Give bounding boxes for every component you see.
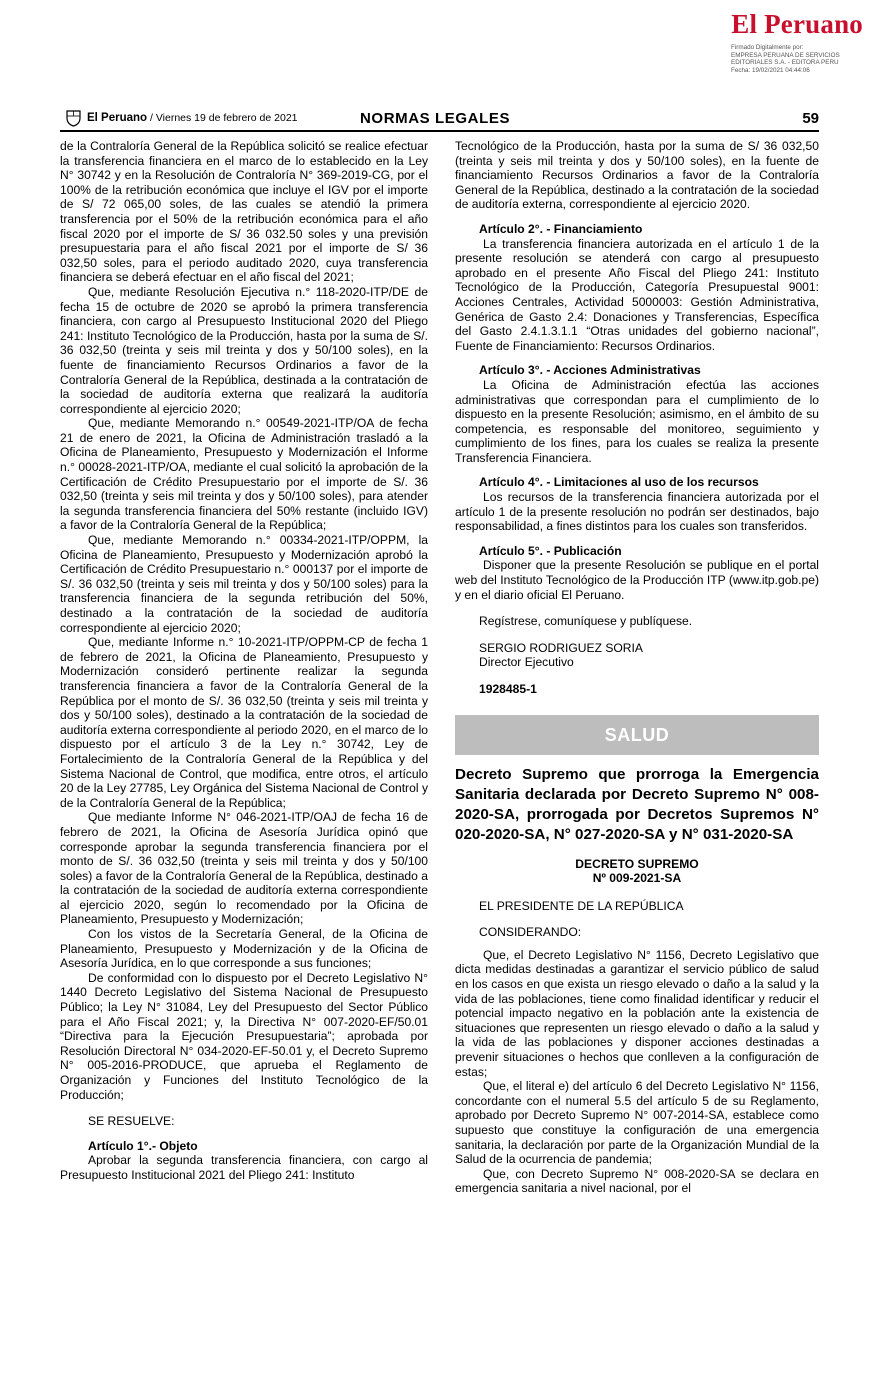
paragraph: Que, mediante Memorando n.° 00334-2021-ITP/OPPM, la Oficina de Planeamiento, Presupuesto y Modernización aprobó la Certificación de Crédito Presupuestario n.° 000137 por el importe de S/. 36 032,50 (treinta y seis mil treinta y dos y 50/100 soles) para la transferencia financiera de la segunda retribución del 50%, destinado a la contratación de la sociedad de auditoría correspondiente al ejercicio 2020; — [60, 533, 428, 635]
considerando: CONSIDERANDO: — [479, 925, 582, 940]
article-1-title: Artículo 1°.- Objeto — [88, 1138, 198, 1153]
signer-name: SERGIO RODRIGUEZ SORIA — [479, 640, 643, 655]
paragraph: Tecnológico de la Producción, hasta por la suma de S/ 36 032,50 (treinta y seis mil treinta y dos y 50/100 soles), en la fuente de financiamiento Recursos Ordinarios a favor de la Contraloría General de la República, destinado a la contratación de la sociedad de auditoría externa, correspondiente al ejercicio 2020. — [455, 139, 819, 212]
article-3-text: La Oficina de Administración efectúa las acciones administrativas que correspondan para el cumplimiento de lo dispuesto en la presente Resolución; asimismo, en el ámbito de su competencia, es responsable del monitoreo, seguimiento y cumplimiento de los fines, para los cuales se realiza la presente Transferencia Financiera. — [455, 377, 819, 465]
decree-number: Nº 009-2021-SA — [592, 870, 682, 885]
closing-formula: Regístrese, comuníquese y publíquese. — [479, 614, 693, 629]
article-4-title: Artículo 4°. - Limitaciones al uso de los recursos — [479, 475, 759, 490]
masthead — [663, 10, 863, 38]
coat-of-arms-icon — [66, 109, 81, 127]
left-column — [60, 139, 428, 1183]
decree-heading-line: DECRETO SUPREMO — [575, 856, 699, 871]
article-1-text: Aprobar la segunda transferencia financiera, con cargo al Presupuesto Institucional 2021 del Pliego 241: Instituto — [60, 1153, 428, 1182]
paragraph: Que, mediante Informe n.° 10-2021-ITP/OPPM-CP de fecha 1 de febrero de 2021, la Oficina de Planeamiento, Presupuesto y Modernización consideró pertinente realizar la segunda transferencia financiera a favor de la Contraloría General de la República por el monto de S/. 36 032,50 (treinta y seis mil treinta y dos y 50/100 soles), destinado a la contratación de la sociedad de auditoría externa correspondiente al periodo 2020, en el marco de lo dispuesto por el artículo 3 de la Ley n.° 30742, Ley de Fortalecimiento de la Contraloría General de la República y del Sistema Nacional de Control, que modifica, entre otros, el artículo 20 de la Ley 27785, Ley Orgánica del Sistema Nacional de Control y de la Contraloría General de la República; — [60, 635, 428, 810]
president-line: EL PRESIDENTE DE LA REPÚBLICA — [479, 898, 684, 913]
page-number: 59 — [802, 110, 819, 127]
paragraph: Que, con Decreto Supremo N° 008-2020-SA se declara en emergencia sanitaria a nivel nacional, por el — [455, 1166, 819, 1196]
article-3-title: Artículo 3°. - Acciones Administrativas — [479, 363, 701, 378]
paragraph: De conformidad con lo dispuesto por el Decreto Legislativo N° 1440 Decreto Legislativo del Sistema Nacional de Presupuesto Público; la Ley N° 31084, Ley del Presupuesto del Sector Público para el Año Fiscal 2021; y, la Directiva N° 007-2020-EF/50.01 “Directiva para la Ejecución Presupuestaria”; aprobada por Resolución Directoral N° 034-2020-EF-50.01 y, el Decreto Supremo N° 005-2016-PRODUCE, que aprueba el Reglamento de Organización y Funciones del Instituto Tecnológico de la Producción; — [60, 970, 428, 1102]
header-paper-date — [87, 112, 298, 124]
signature-line: Fecha: 19/02/2021 04:44:06 — [731, 66, 810, 74]
page-header — [60, 108, 819, 132]
se-resuelve: SE RESUELVE: — [88, 1114, 175, 1129]
paragraph: Que, el literal e) del artículo 6 del Decreto Legislativo N° 1156, concordante con el numeral 5.5 del artículo 5 de su Reglamento, aprobado por Decreto Supremo N° 007-2014-SA, establece como supuesto que constituye la configuración de una emergencia sanitaria, la declaración por parte de la Organización Mundial de la Salud de la ocurrencia de pandemia; — [455, 1079, 819, 1167]
signature-line: Firmado Digitalmente por: — [731, 44, 804, 51]
article-4-text: Los recursos de la transferencia financiera autorizada por el artículo 1 de la presente resolución no podrán ser destinados, bajo responsabilidad, a fines distintos para los cuales son transferidos. — [455, 490, 819, 534]
paragraph: Que, mediante Memorando n.° 00549-2021-ITP/OA de fecha 21 de enero de 2021, la Oficina de Administración trasladó a la Oficina de Planeamiento, Presupuesto y Modernización el Informe n.° 00028-2021-ITP/OA, mediante el cual solicitó la aprobación de la Certificación de Crédito Presupuestario por el importe de S/. 36 032,50 (treinta y seis mil treinta y dos y 50/100 soles), para atender la segunda transferencia financiera del 50% restante (incluido IGV) a favor de la Contraloría General de la República; — [60, 416, 428, 533]
paragraph: Que, el Decreto Legislativo N° 1156, Decreto Legislativo que dicta medidas destinadas a garantizar el servicio público de salud en los casos en que exista un riesgo elevado o daño a la salud y la vida de las poblaciones, tiene como finalidad identificar y reducir el potencial impacto negativo en la población ante la existencia de situaciones que representen un riesgo elevado o daño a la salud y la vida de las poblaciones y disponer acciones destinadas a prevenir situaciones o hechos que conlleven a la configuración de estas; — [455, 947, 819, 1079]
signer-title: Director Ejecutivo — [479, 655, 574, 670]
signature-line: EDITORIALES S.A. - EDITORA PERU — [731, 59, 839, 67]
el-peruano-logo: El Peruano — [731, 9, 863, 39]
section-band-salud: SALUD — [455, 715, 819, 755]
article-2-title: Artículo 2°. - Financiamiento — [479, 221, 643, 236]
article-5-title: Artículo 5°. - Publicación — [479, 543, 622, 558]
publication-code: 1928485-1 — [479, 682, 537, 696]
paragraph: Que mediante Informe N° 046-2021-ITP/OAJ de fecha 16 de febrero de 2021, la Oficina de Asesoría Jurídica opinó que corresponde aprobar la segunda transferencia financiera por el monto de S/. 36 032,50 (treinta y seis mil treinta y dos y 50/100 soles) a favor de la Contraloría General de la República, destinado a la contratación de la sociedad de auditoría externa correspondiente al ejercicio 2020, según lo recomendado por la Oficina de Planeamiento, Presupuesto y Modernización; — [60, 810, 428, 927]
paragraph: de la Contraloría General de la República solicitó se realice efectuar la transferencia financiera en el marco de lo establecido en la Ley N° 30742 y en la Resolución de Contraloría N° 369-2019-CG, por el 100% de la retribución económica que incluye el IGV por el importe de S/ 72 065,00 soles, de las cuales se atendió la primera transferencia por el 50% de la retribución económica para el año fiscal 2020 por el importe de S/ 36 032.50 soles y una previsión presupuestaria para el año fiscal 2021 por el importe de S/ 36 032,50 soles, para el periodo auditado 2020, cuya transferencia financiera se deberá efectuar en el año fiscal del 2021; — [60, 139, 428, 285]
signature-line: EMPRESA PERUANA DE SERVICIOS — [731, 51, 840, 59]
decree-title: Decreto Supremo que prorroga la Emergencia Sanitaria declarada por Decreto Supremo N° 008-2020-SA, prorrogada por Decretos Supremos N° 020-2020-SA, N° 027-2020-SA y N° 031-2020-SA — [455, 765, 819, 843]
article-2-text: La transferencia financiera autorizada en el artículo 1 de la presente resolución se atenderá con cargo al presupuesto aprobado en el presente Año Fiscal del Pliego 241: Instituto Tecnológico de la Producción, Categoría Presupuestal 9001: Acciones Centrales, Actividad 5000003: Gestión Administrativa, Genérica de Gasto 2.4: Donaciones y Transferencias, Específica del Gasto 2.4.1.3.1.1 “Otras unidades del gobierno nacional”, Fuente de Financiamiento: Recursos Ordinarios. — [455, 236, 819, 353]
article-5-text: Disponer que la presente Resolución se publique en el portal web del Instituto Tecnológico de la Producción ITP (www.itp.gob.pe) y en el diario oficial El Peruano. — [455, 558, 819, 602]
decree-heading — [455, 857, 819, 885]
digital-signature-note — [731, 44, 865, 74]
paragraph: Con los vistos de la Secretaría General, de la Oficina de Planeamiento, Presupuesto y Modernización y de la Oficina de Asesoría Jurídica, en lo que corresponde a sus funciones; — [60, 927, 428, 971]
header-section: NORMAS LEGALES — [360, 110, 511, 127]
paragraph: Que, mediante Resolución Ejecutiva n.° 118-2020-ITP/DE de fecha 15 de octubre de 2020 se aprobó la primera transferencia financiera, con cargo al Presupuesto Institucional 2020 del Pliego 241: Instituto Tecnológico de la Producción, hasta por la suma de S/. 36 032,50 (treinta y seis mil treinta y dos y 50/100 soles), en la fuente de financiamiento Recursos Ordinarios a favor de la Contraloría General de la República, destinada a la contratación de la sociedad de auditoría externa que realizará la auditoría correspondiente al ejercicio 2020; — [60, 284, 428, 416]
right-column — [455, 139, 819, 1196]
header-date: / Viernes 19 de febrero de 2021 — [147, 112, 298, 124]
header-paper-name: El Peruano — [87, 112, 148, 124]
